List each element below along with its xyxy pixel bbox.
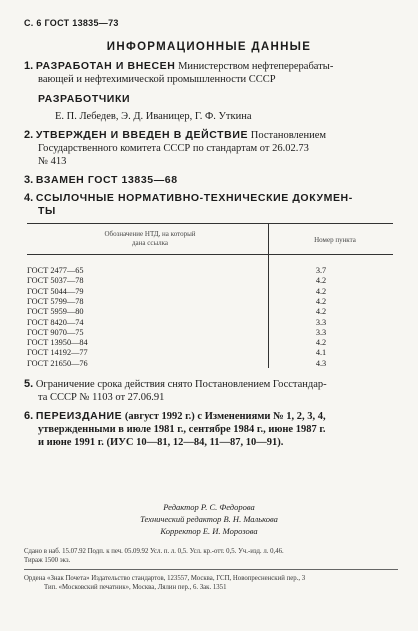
table-cell-point: 4.2: [315, 276, 327, 286]
table-cell-document: ГОСТ 5959—80: [27, 307, 84, 317]
section-2-line-3: № 413: [38, 156, 67, 167]
table-row: [27, 338, 393, 348]
section-3-caps: ВЗАМЕН ГОСТ 13835—68: [35, 174, 178, 186]
table-cell-point: 3.3: [315, 327, 327, 337]
section-6-number: 6.: [24, 410, 34, 422]
table-cell-document: ГОСТ 5037—78: [27, 276, 84, 286]
table-header-document-line-1: Обозначение НТД, на который: [104, 230, 196, 238]
table-row: [27, 359, 393, 369]
section-3-number: 3.: [24, 174, 34, 186]
imprint-publisher: Ордена «Знак Почета» Издательство стандартов, 123557, Москва, ГСП, Новопресненский пер., 3: [24, 575, 306, 582]
section-3-line: [24, 174, 178, 187]
section-1-rest: Министерством нефтеперерабаты-: [178, 61, 334, 72]
section-1-line-1: [24, 60, 333, 73]
imprint-print-info: Сдано в наб. 15.07.92 Подп. к печ. 05.09.92 Усл. п. л. 0,5. Усл. кр.-отт. 0,5. Уч.-изд. л. 0,46.: [24, 548, 284, 555]
table-top-rule: [27, 223, 393, 224]
section-2-line-1: [24, 129, 326, 142]
page-header: С. 6 ГОСТ 13835—73: [24, 18, 119, 28]
table-row: [27, 297, 393, 307]
table-cell-point: 3.7: [315, 266, 327, 275]
developers-label: РАЗРАБОТЧИКИ: [38, 93, 131, 105]
section-4-line-1: [24, 192, 353, 205]
table-row: [27, 276, 393, 286]
table-cell-point: 4.2: [315, 338, 327, 348]
credits-editor: Редактор Р. С. Федорова: [163, 502, 255, 512]
table-cell-document: ГОСТ 13950—84: [27, 338, 88, 348]
section-2-line-2: Государственного комитета СССР по стандартам от 26.02.73: [38, 143, 309, 154]
table-row: [27, 328, 393, 338]
table-cell-point: 4.2: [315, 296, 327, 306]
section-2-number: 2.: [24, 129, 34, 141]
table-row: [27, 287, 393, 297]
imprint-circulation: Тираж 1500 экз.: [24, 557, 71, 564]
table-cell-document: ГОСТ 21650—76: [27, 358, 88, 368]
section-1-caps: РАЗРАБОТАН И ВНЕСЕН: [35, 60, 176, 72]
section-1-number: 1.: [24, 60, 34, 72]
table-cell-document: ГОСТ 5799—78: [27, 296, 84, 306]
section-4-caps: ССЫЛОЧНЫЕ НОРМАТИВНО-ТЕХНИЧЕСКИЕ ДОКУМЕН-: [35, 192, 353, 204]
table-cell-document: ГОСТ 8420—74: [27, 317, 84, 327]
table-cell-point: 4.1: [315, 348, 327, 358]
table-cell-point: 3.3: [315, 317, 327, 327]
credits-tech-editor: Технический редактор В. Н. Малькова: [140, 514, 278, 524]
table-cell-document: ГОСТ 5044—79: [27, 286, 84, 296]
table-cell-point: 4.2: [315, 286, 327, 296]
table-row: [27, 318, 393, 328]
section-6-line-3: и июне 1991 г. (ИУС 10—81, 12—84, 11—87, 10—91).: [38, 437, 284, 448]
table-header-document-line-2: дана ссылка: [131, 239, 169, 247]
section-2-caps: УТВЕРЖДЕН И ВВЕДЕН В ДЕЙСТВИЕ: [35, 129, 249, 141]
section-6-line-2: утвержденными в июле 1981 г., сентябре 1984 г., июне 1987 г.: [38, 424, 326, 435]
table-cell-point: 4.3: [315, 358, 327, 368]
developers-names: Е. П. Лебедев, Э. Д. Иваницер, Г. Ф. Уткина: [55, 111, 252, 122]
table-cell-point: 4.2: [315, 307, 327, 317]
table-cell-document: ГОСТ 14192—77: [27, 348, 88, 358]
table-cell-document: ГОСТ 2477—65: [27, 266, 84, 275]
imprint-rule: [24, 569, 398, 570]
table-cell-document: ГОСТ 9070—75: [27, 327, 84, 337]
section-5-text: Ограничение срока действия снято Постановлением Госстандар-: [35, 379, 327, 390]
section-5-line-2: та СССР № 1103 от 27.06.91: [38, 392, 165, 403]
section-2-rest: Постановлением: [250, 130, 326, 141]
table-header-point: Номер пункта: [314, 236, 356, 244]
section-5-line-1: [24, 378, 327, 391]
table-row: [27, 307, 393, 317]
imprint-printer: Тип. «Московский печатник», Москва, Лялин пер., 6. Зак. 1351: [44, 584, 227, 591]
table-row: [27, 266, 393, 276]
page-title: ИНФОРМАЦИОННЫЕ ДАННЫЕ: [106, 41, 312, 53]
section-4-number: 4.: [24, 192, 34, 204]
section-6-rest: (август 1992 г.) с Изменениями № 1, 2, 3, 4,: [124, 411, 326, 422]
section-6-caps: ПЕРЕИЗДАНИЕ: [35, 410, 123, 422]
section-1-line-2: вающей и нефтехимической промышленности СССР: [38, 74, 276, 85]
table-header-rule: [27, 254, 393, 255]
table-row: [27, 348, 393, 358]
section-4-line-2: ТЫ: [38, 205, 56, 217]
credits-corrector: Корректор Е. И. Морозова: [160, 526, 258, 536]
table-header-document: [60, 230, 240, 248]
section-6-line-1: [24, 410, 326, 423]
section-5-number: 5.: [24, 378, 34, 390]
